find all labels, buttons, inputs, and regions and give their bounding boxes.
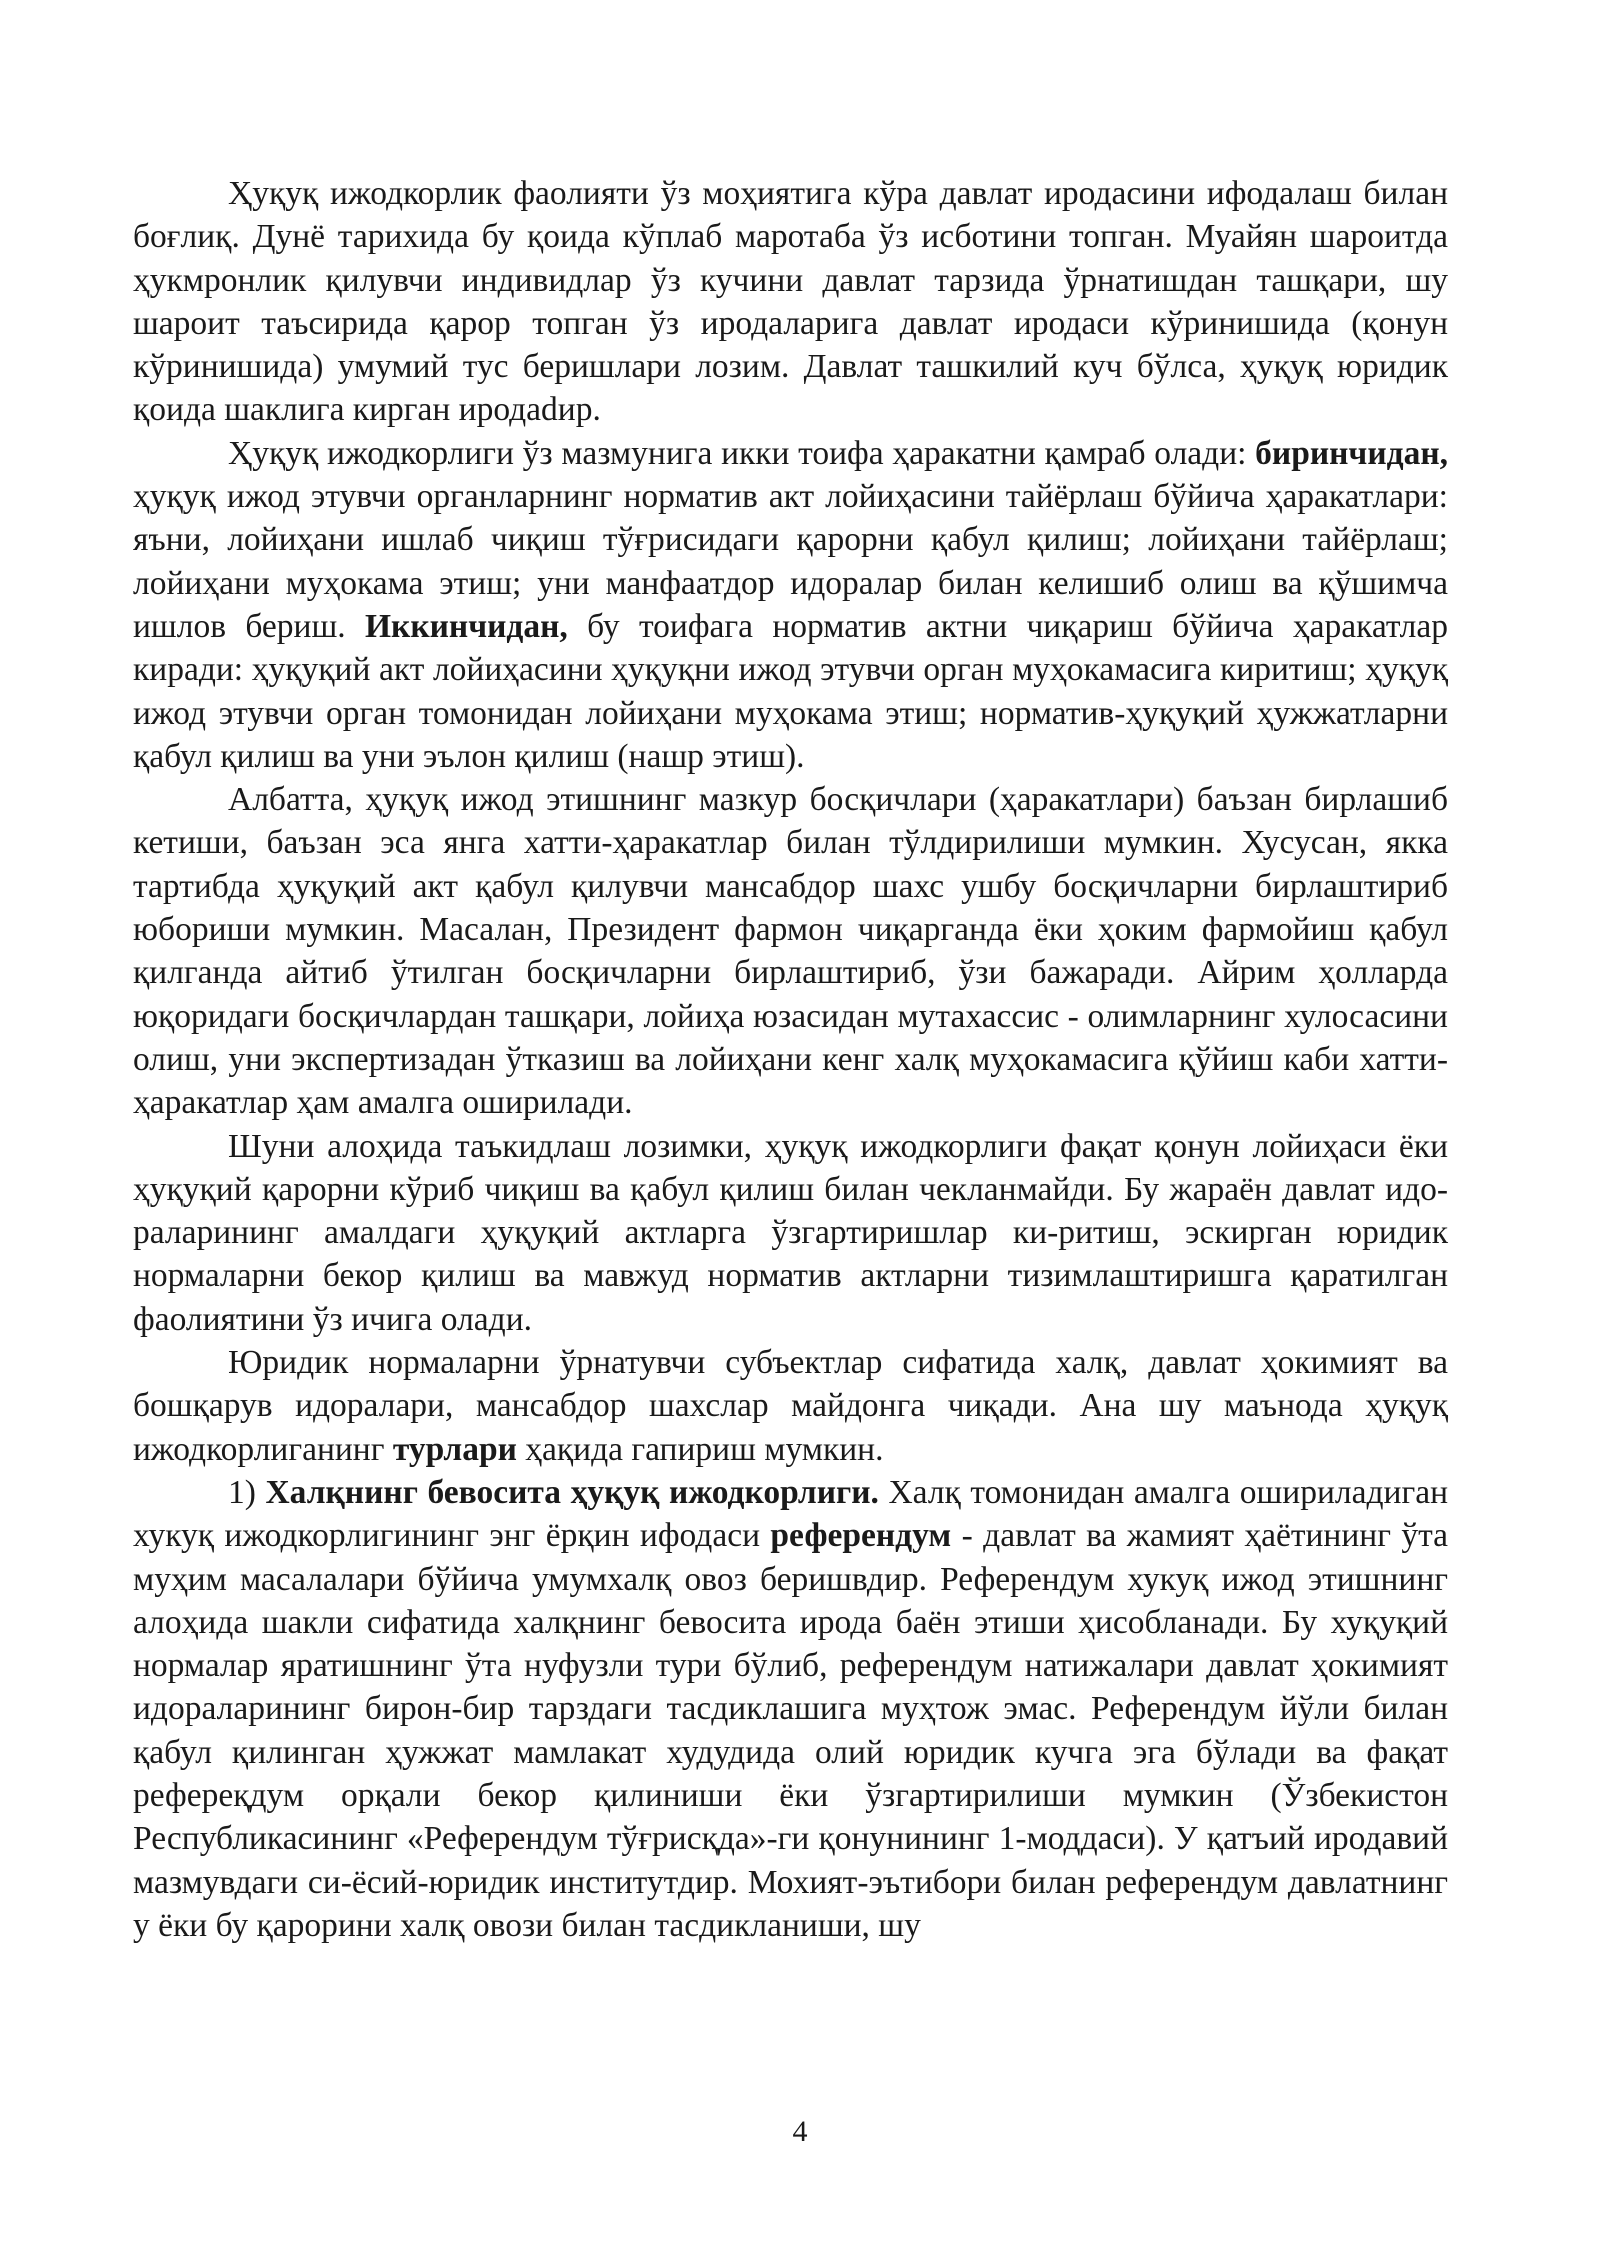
text-run: Албатта, ҳуқуқ ижод этишнинг мазкур босқичлари (ҳаракатлари) баъзан бирлашиб кетиши, баъзан эса янга хатти-ҳаракатлар билан тўлдирилиши мумкин. Хусусан, якка тартибда ҳуқуқий акт қабул қилувчи мансабдор шахс ушбу босқичларни бирлаштириб юбориши мумкин. Масалан, Президент фармон чиқарганда ёки ҳоким фармойиш қабул қилганда айтиб ўтилган босқичларни бирлаштириб, ўзи бажаради. Айрим ҳолларда юқоридаги босқичлардан ташқари, лойиҳа юзасидан мутахассис - олимларнинг хулосасини олиш, уни экспертизадан ўтказиш ва лойиҳани кенг халқ муҳокамасига қўйиш каби хатти-ҳаракатлар ҳам амалга оширилади. [133,781,1448,1122]
paragraph-4 [133,1125,1448,1341]
paragraph-5 [133,1341,1448,1471]
text-run: Юридик нормаларни ўрнатувчи субъектлар сифатида халқ, давлат ҳокимият ва бошқарув идоралари, мансабдор шахслар майдонга чиқади. Ана шу маънода ҳуқуқ ижодкорлиганинг [133,1344,1448,1468]
bold-text-run: Иккинчидан, [364,607,568,645]
text-run: - давлат ва жамият ҳаётининг ўта муҳим масалалари бўйича умумхалқ овоз беришвдир. Референдум хукуқ ижод этишнинг алоҳида шакли сифатида халқнинг бевосита ирода баён этиши ҳисобланади. Бу хуқуқий нормалар яратишнинг ўта нуфузли тури бўлиб, референдум натижалари давлат ҳокимият идораларининг бирон-бир тарздаги тасдиклашига муҳтож эмас. Референдум йўли билан қабул қилинган ҳужжат мамлакат худудида олий юридик кучга эга бўлади ва фақат рефереқдум орқали бекор қилиниши ёки ўзгартирилиши мумкин (Ўзбекистон Республикасининг «Референдум тўғрисқда»-ги қонунининг 1-моддаси). У қатъий иродавий мазмувдаги си-ёсий-юридик институтдир. Мохият-эътибори билан референдум давлатнинг у ёки бу қарорини халқ овози билан тасдикланиши, шу [133,1517,1448,1944]
text-run: 1) [228,1473,266,1511]
text-run: Ҳуқуқ ижодкорлик фаолияти ўз моҳиятига кўра давлат иродасини ифодалаш билан боғлиқ. Дунё тарихида бу қоида кўплаб маротаба ўз исботини топган. Муайян шароитда ҳукмронлик қилувчи индивидлар ўз кучини давлат тарзида ўрнатишдан ташқари, шу шароит таъсирида қарор топган ўз иродаларига давлат иродаси кўринишида (қонун кўринишида) умумий тус беришлари лозим. Давлат ташкилий куч бўлса, ҳуқуқ юридик қоида шаклига кирган иродаdир. [133,175,1448,429]
text-run: Халқ томонидан амалга ошириладиган хукуқ ижодкорлигининг энг ёрқин ифодаси [133,1473,1449,1555]
text-run: ҳақида гапириш мумкин. [516,1430,884,1468]
bold-text-run: биринчидан, [1255,434,1448,472]
bold-text-run: референдум [770,1517,952,1555]
paragraph-1 [133,172,1448,432]
bold-text-run: Халқнинг бевосита ҳуқуқ ижодкорлиги. [265,1473,879,1511]
bold-text-run: турлари [392,1430,517,1468]
text-run: бу тоифага норматив актни чиқариш бўйича ҳаракатлар киради: ҳуқуқий акт лойиҳасини ҳуқуқни ижод этувчи орган муҳокамасига киритиш; ҳуқуқ ижод этувчи орган томонидан лойиҳани муҳокама этиш; норматив-ҳуқуқий ҳужжатларни қабул қилиш ва уни эълон қилиш (нашр этиш). [133,607,1448,775]
page-number: 4 [792,2115,808,2148]
text-run: ҳуқуқ ижод этувчи органларнинг норматив акт лойиҳасини тайёрлаш бўйича ҳаракатлари: яъни, лойиҳани ишлаб чиқиш тўғрисидаги қарорни қабул қилиш; лойиҳани тайёрлаш; лойиҳани муҳокама этиш; уни манфаатдор идоралар билан келишиб олиш ва қўшимча ишлов бериш. [133,478,1448,645]
text-run: Ҳуқуқ ижодкорлиги ўз мазмунига икки тоифа ҳаракатни қамраб олади: [228,434,1256,472]
paragraph-2 [133,432,1448,778]
text-run: Шуни алоҳида таъкидлаш лозимки, ҳуқуқ ижодкорлиги фақат қонун лойиҳаси ёки ҳуқуқий қарорни кўриб чиқиш ва қабул қилиш билан чекланмайди. Бу жараён давлат идо-раларининг амалдаги ҳуқуқий актларга ўзгартиришлар ки-ритиш, эскирган юридик нормаларни бекор қилиш ва мавжуд норматив актларни тизимлаштиришга қаратилган фаолиятини ўз ичига олади. [133,1127,1448,1338]
paragraph-3 [133,778,1448,1124]
paragraph-6 [133,1471,1448,1947]
document-page [133,172,1448,1947]
